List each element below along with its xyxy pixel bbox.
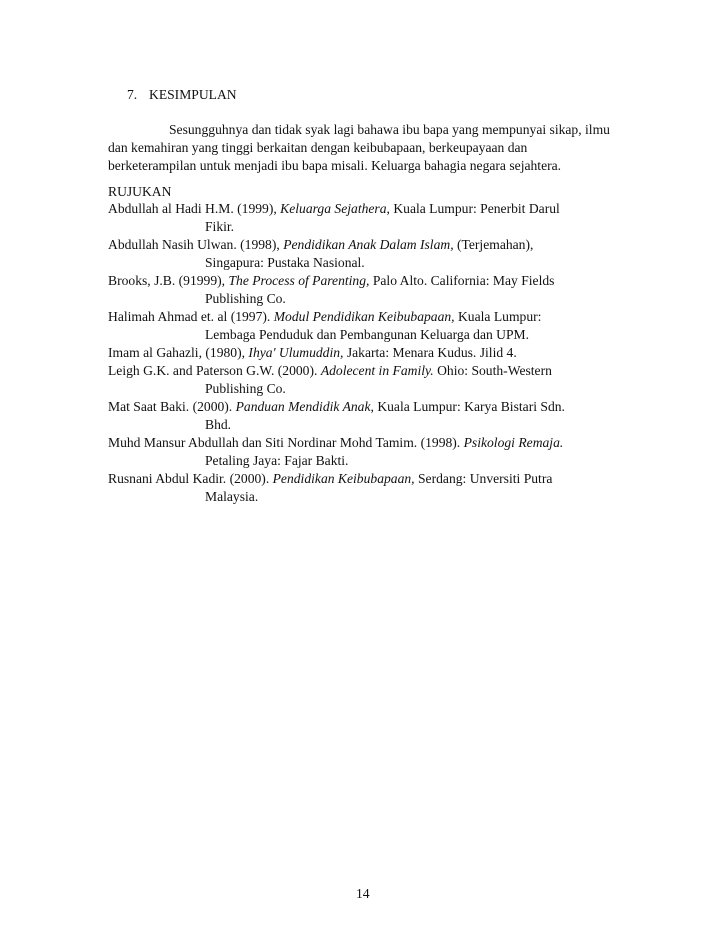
reference-entry <box>108 200 565 236</box>
reference-entry <box>108 434 565 470</box>
reference-entry <box>108 272 565 308</box>
ref-publisher: Palo Alto. California: May Fields <box>369 273 555 288</box>
reference-entry <box>108 362 565 398</box>
reference-entry <box>108 308 565 344</box>
ref-publisher: Kuala Lumpur: <box>454 309 542 324</box>
ref-author: Brooks, J.B. (91999), <box>108 273 229 288</box>
ref-author: Mat Saat Baki. (2000). <box>108 399 236 414</box>
ref-publisher: , Kuala Lumpur: Karya Bistari Sdn. <box>370 399 565 414</box>
ref-author: Rusnani Abdul Kadir. (2000). <box>108 471 273 486</box>
paragraph-line: Sesungguhnya dan tidak syak lagi bahawa ibu bapa yang mempunyai sikap, ilmu <box>169 122 610 137</box>
paragraph-line: berketerampilan untuk menjadi ibu bapa misali. Keluarga bahagia negara sejahtera. <box>108 158 562 173</box>
ref-title: Ihya' Ulumuddin, <box>248 345 344 360</box>
paragraph-line: dan kemahiran yang tinggi berkaitan dengan keibubapaan, berkeupayaan dan <box>108 140 528 155</box>
ref-author: Halimah Ahmad et. al (1997). <box>108 309 274 324</box>
references-title: RUJUKAN <box>108 184 172 199</box>
ref-continuation: Publishing Co. <box>205 291 286 306</box>
ref-continuation: Fikir. <box>205 219 235 234</box>
ref-title: The Process of Parenting, <box>228 273 370 288</box>
section-title: KESIMPULAN <box>149 87 237 102</box>
ref-continuation: Bhd. <box>205 417 232 432</box>
ref-author: Imam al Gahazli, (1980), <box>108 345 249 360</box>
ref-title: Psikologi Remaja. <box>463 435 564 450</box>
ref-author: Abdullah Nasih Ulwan. (1998), <box>108 237 284 252</box>
ref-continuation: Malaysia. <box>205 489 259 504</box>
ref-title: Modul Pendidikan Keibubapaan, <box>273 309 455 324</box>
section-heading <box>127 86 237 104</box>
page-number: 14 <box>356 886 370 901</box>
ref-publisher: (Terjemahan), <box>453 237 534 252</box>
ref-continuation: Petaling Jaya: Fajar Bakti. <box>205 453 349 468</box>
ref-author: Muhd Mansur Abdullah dan Siti Nordinar Mohd Tamim. (1998). <box>108 435 464 450</box>
reference-entry <box>108 398 565 434</box>
ref-author: Leigh G.K. and Paterson G.W. (2000). <box>108 363 321 378</box>
ref-publisher: Jakarta: Menara Kudus. Jilid 4. <box>343 345 517 360</box>
ref-author: Abdullah al Hadi H.M. (1999), <box>108 201 281 216</box>
ref-publisher: , Kuala Lumpur: Penerbit Darul <box>386 201 560 216</box>
reference-list <box>108 200 565 506</box>
reference-entry <box>108 344 565 362</box>
ref-title: Pendidikan Keibubapaan, <box>272 471 415 486</box>
ref-publisher: Serdang: Unversiti Putra <box>414 471 553 486</box>
reference-entry <box>108 470 565 506</box>
ref-title: Adolecent in Family. <box>320 363 434 378</box>
ref-continuation: Singapura: Pustaka Nasional. <box>205 255 365 270</box>
ref-title: Pendidikan Anak Dalam Islam, <box>283 237 454 252</box>
ref-title: Keluarga Sejathera <box>280 201 387 216</box>
section-number: 7. <box>127 87 138 102</box>
reference-entry <box>108 236 565 272</box>
ref-continuation: Publishing Co. <box>205 381 286 396</box>
ref-publisher: Ohio: South-Western <box>433 363 552 378</box>
ref-title: Panduan Mendidik Anak <box>235 399 371 414</box>
ref-continuation: Lembaga Penduduk dan Pembangunan Keluarga dan UPM. <box>205 327 530 342</box>
